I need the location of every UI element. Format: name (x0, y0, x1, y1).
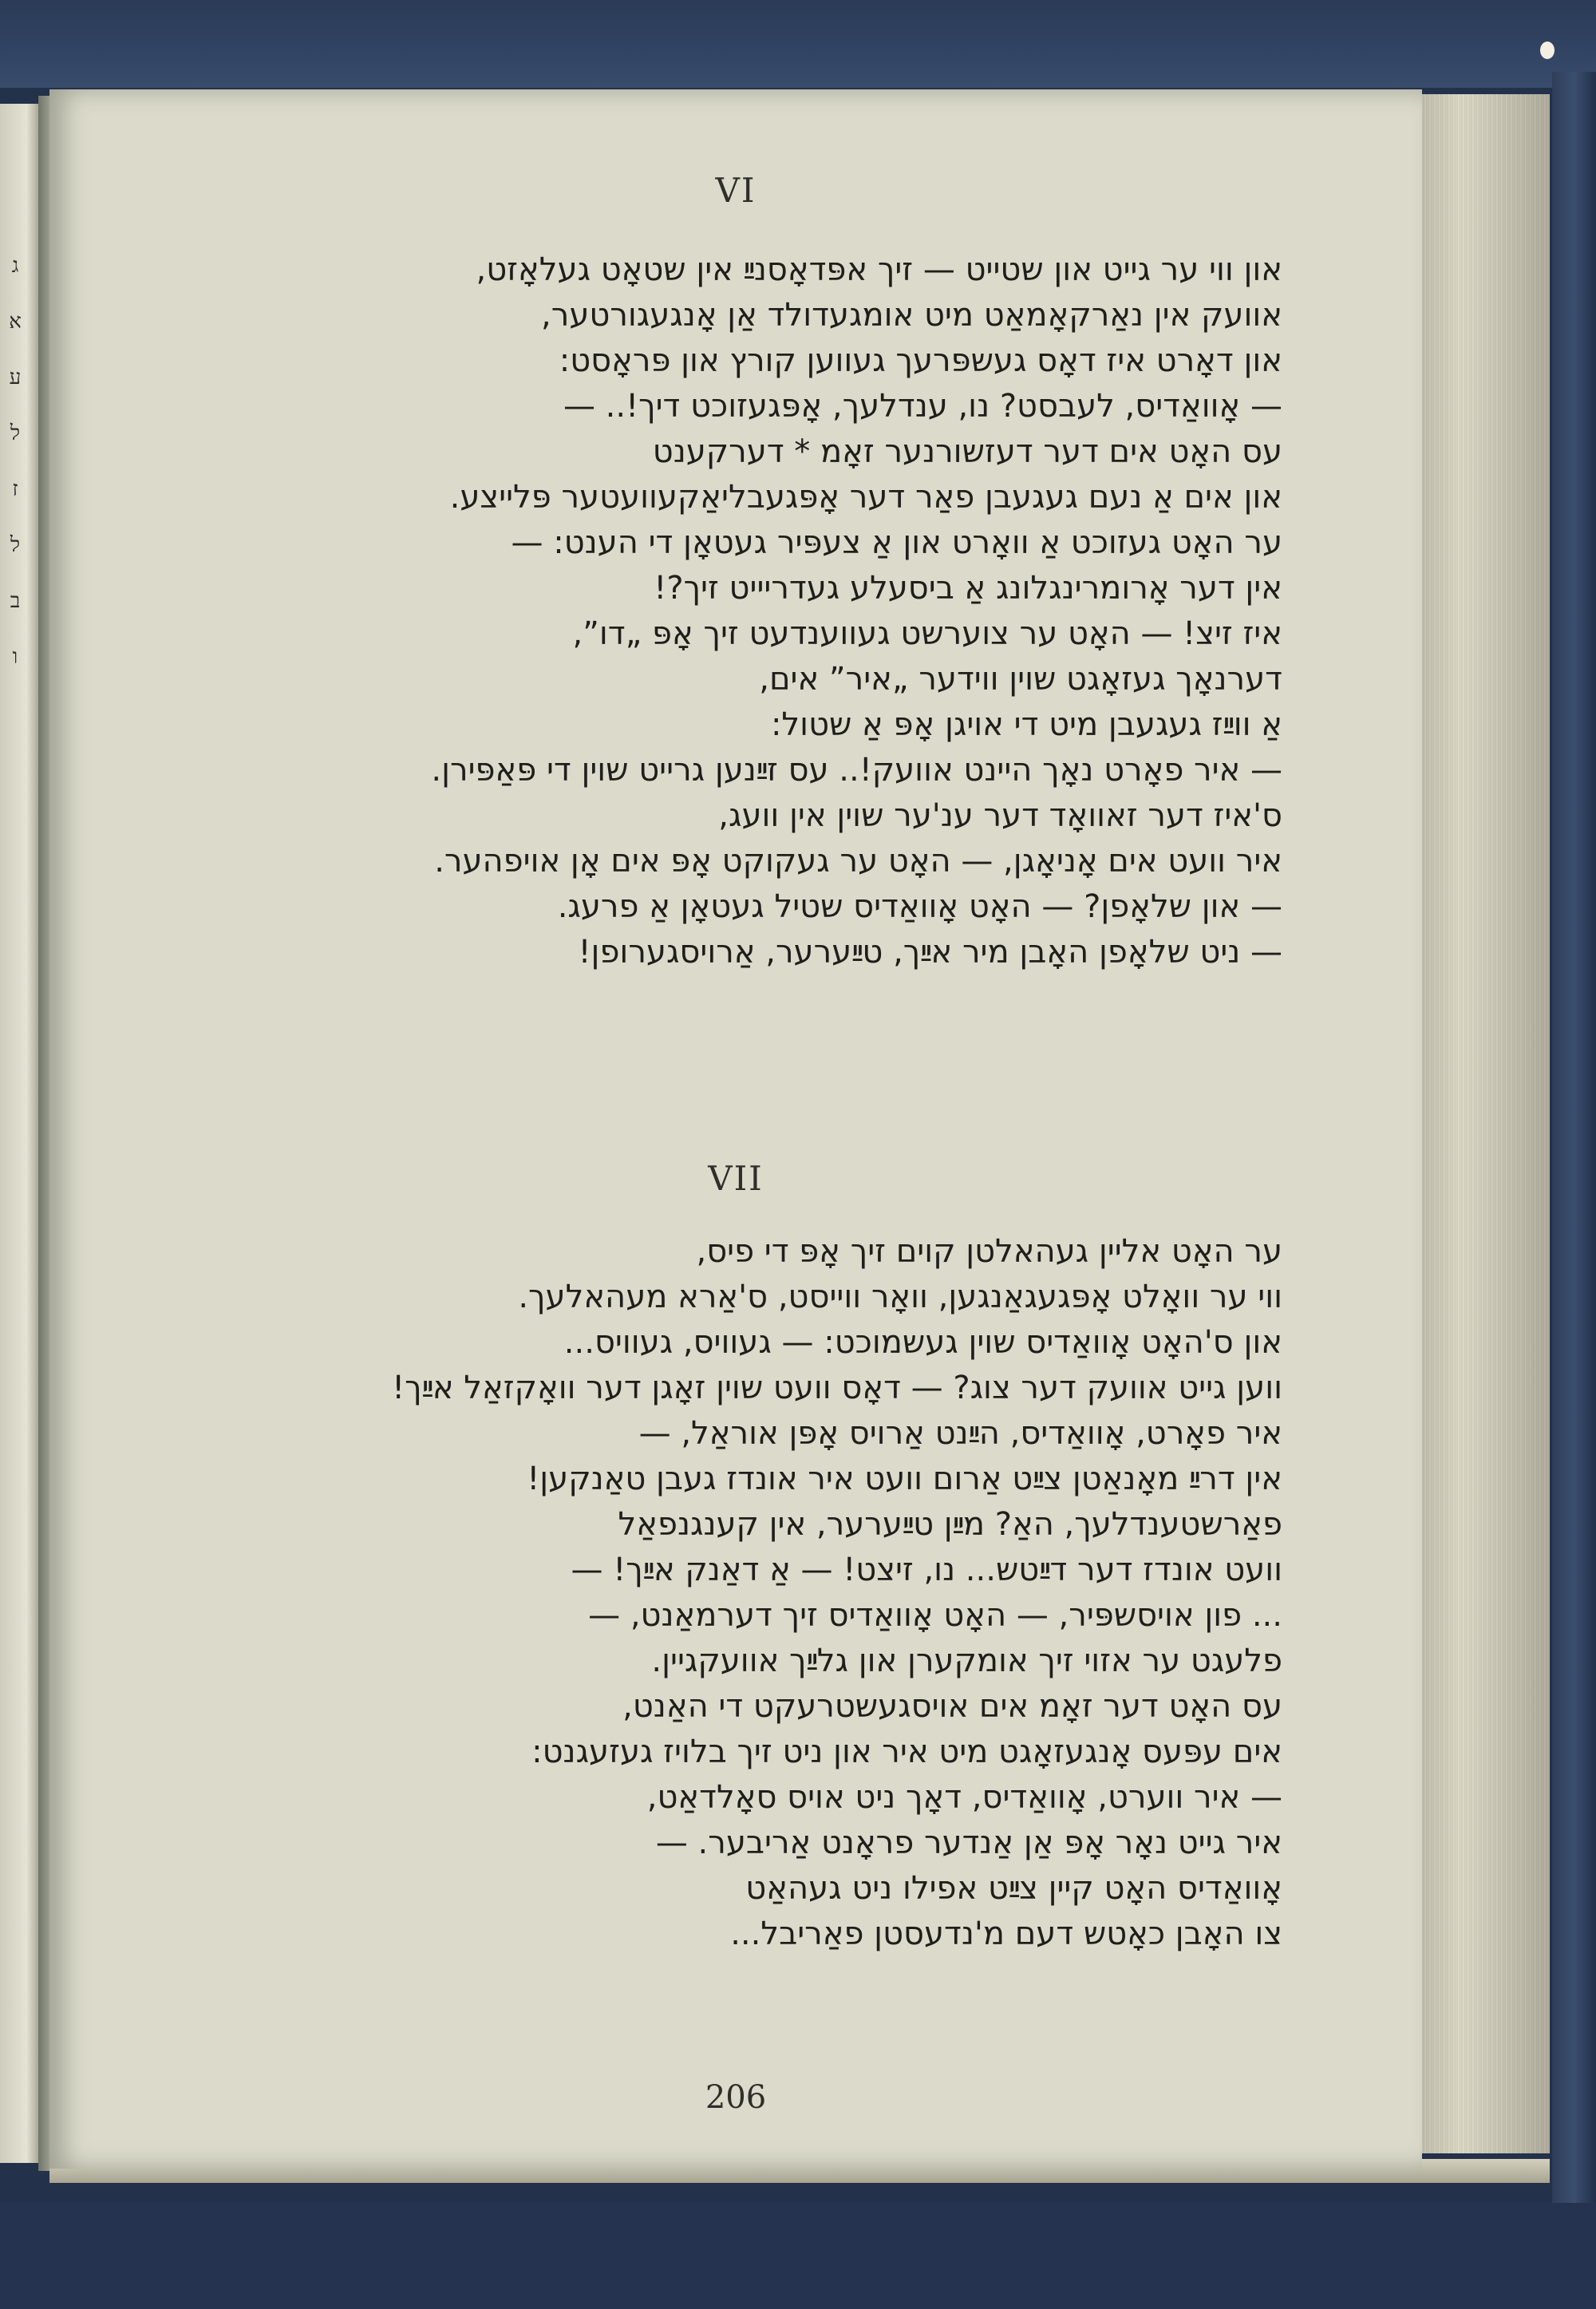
poem-line: איר וועט אים אָניאָגן, — האָט ער געקוקט אָפּ אים אָן אויפהער. (434, 843, 1282, 880)
previous-page-edge (0, 104, 38, 2163)
section-vi-text (189, 247, 1282, 975)
left-page-glyph: ו (12, 645, 18, 669)
poem-line: אָוואַדיס האָט קיין צײַט אפילו ניט געהאַט (745, 1870, 1282, 1907)
poem-line: איז זיצ! — האָט ער צוערשט געווענדעט זיך אָפּ „דו”, (572, 615, 1282, 652)
left-page-glyph: ג (11, 254, 19, 278)
left-page-glyph: ב (10, 589, 21, 613)
poem-line: ... פון אויסשפּיר, — האָט אָוואַדיס זיך דערמאַנט, — (588, 1597, 1282, 1634)
cover-mark (1540, 42, 1555, 59)
poem-line: און ס'האָט אָוואַדיס שוין געשמוכט: — געוויס, געוויס... (563, 1324, 1282, 1361)
poem-line: איר פאָרט, אָוואַדיס, הײַנט אַרויס אָפּן אוראַל, — (638, 1415, 1282, 1452)
poem-line: ער האָט געזוכט אַ וואָרט און אַ צעפּיר געטאָן די הענט: — (511, 524, 1282, 561)
poem-line: אין דרײַ מאָנאַטן צײַט אַרום וועט איר אונדז געבן טאַנקען! (527, 1461, 1282, 1497)
book-cover-bottom (0, 2203, 1596, 2309)
poem-line: צו האָבן כאָטש דעם מ'נדעסטן פאַריבל... (730, 1916, 1282, 1952)
page-number: 206 (705, 2079, 767, 2116)
section-heading-vi: VI (715, 171, 757, 210)
poem-line: פלעגט ער אזוי זיך אומקערן און גלײַך אוועקגיין. (651, 1643, 1282, 1679)
page-fore-edge-shade (1422, 94, 1550, 2153)
poem-line: — ניט שלאָפן האָבן מיר אײַך, טײַערער, אַרויסגערופן! (578, 934, 1282, 971)
poem-line: און ווי ער גייט און שטייט — זיך אפּדאָסנײַ אין שטאָט געלאָזט, (476, 251, 1282, 288)
left-page-glyph: ע (9, 366, 22, 389)
book-cover-right (1552, 72, 1596, 2309)
poem-line: וועט אונדז דער דײַטש... נו, זיצט! — אַ דאַנק אײַך! — (571, 1552, 1282, 1588)
poem-line: ער האָט אליין געהאלטן קוים זיך אָפּ די פיס, (696, 1233, 1282, 1270)
poem-line: ווען גייט אוועק דער צוג? — דאָס וועט שוין זאָגן דער וואָקזאַל אײַך! (392, 1370, 1282, 1406)
poem-line: אים עפּעס אָנגעזאָגט מיט איר און ניט זיך בלויז געזעגנט: (531, 1734, 1282, 1770)
poem-line: — איר פאָרט נאָך היינט אוועק!.. עס זײַנען גרייט שוין די פּאַפּירן. (431, 752, 1282, 789)
poem-line: עס האָט דער זאָמ אים אויסגעשטרעקט די האַנט, (622, 1688, 1282, 1725)
book-cover-top (0, 0, 1596, 88)
poem-line: עס האָט אים דער דעזשורנער זאָמ * דערקענט (652, 433, 1282, 470)
poem-line: אַ ווײַז געגעבן מיט די אויגן אָפּ אַ שטול: (770, 706, 1282, 743)
left-page-glyph: ל (10, 421, 21, 445)
section-vii-text (189, 1229, 1282, 1957)
poem-line: אוועק אין נאַרקאָמאַט מיט אומגעדולד אַן אָנגעגורטער, (541, 297, 1282, 334)
left-page-glyph: ל (10, 533, 21, 557)
poem-line: און אים אַ נעם געגעבן פאַר דער אָפּגעבליאַקעוועטער פּלייצע. (449, 479, 1282, 516)
section-heading-vii: VII (708, 1159, 764, 1198)
poem-line: און דאָרט איז דאָס געשפּרעך געווען קורץ און פּראָסט: (559, 342, 1282, 379)
poem-line: — אָוואַדיס, לעבסט? נו, ענדלעך, אָפּגעזוכט דיך!.. — (563, 388, 1282, 425)
poem-line: — און שלאָפן? — האָט אָוואַדיס שטיל געטאָן אַ פרעג. (557, 888, 1282, 925)
poem-line: פאַרשטענדלעך, האַ? מײַן טײַערער, אין קענגנפאַל (618, 1506, 1282, 1543)
poem-line: — איר ווערט, אָוואַדיס, דאָך ניט אויס סאָלדאַט, (646, 1779, 1282, 1816)
left-page-glyph: א (9, 310, 22, 334)
poem-line: איר גייט נאָר אָפּ אַן אַנדער פראָנט אַריבער. — (655, 1825, 1282, 1861)
poem-line: אין דער אָרומרינגלונג אַ ביסעלע געדריייט זיך?! (654, 570, 1282, 607)
left-page-glyph: ז (12, 477, 18, 501)
poem-line: ס'איז דער זאוואָד דער ענ'ער שוין אין וועג, (718, 797, 1282, 834)
poem-line: ווי ער וואָלט אָפּגעגאַנגען, וואָר ווייסט, ס'אַרא מעהאלעך. (518, 1279, 1282, 1315)
book-page (49, 89, 1422, 2169)
poem-line: דערנאָך געזאָגט שוין ווידער „איר” אים, (759, 661, 1282, 698)
